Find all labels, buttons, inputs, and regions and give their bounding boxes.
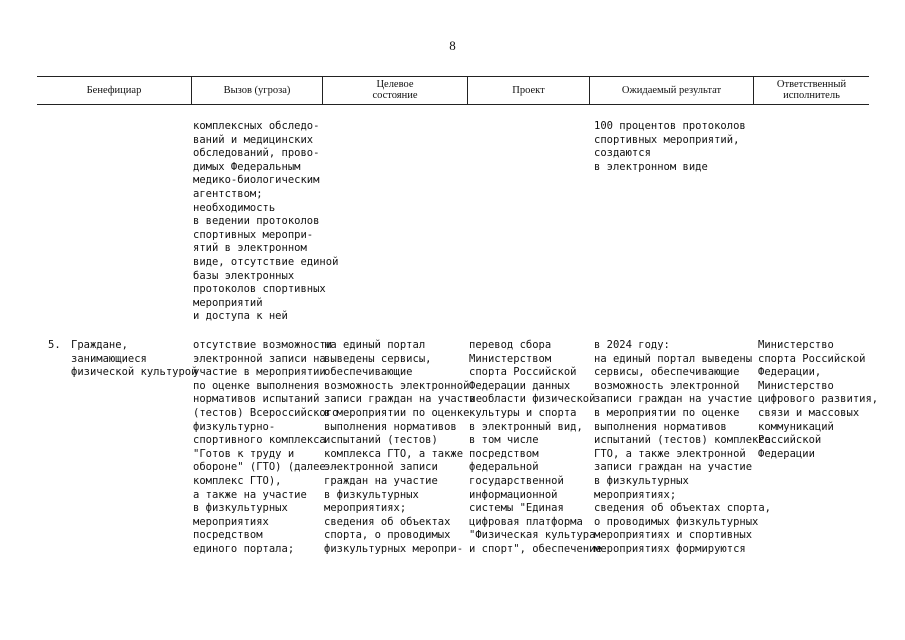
header-expected-result-label: Ожидаемый результат <box>621 84 722 96</box>
header-target-state <box>323 76 467 104</box>
row5-responsible-text: Министерство спорта Российской Федерации, Министерство цифрового развития, связи и массовых коммуникаций Российской Федерации <box>758 339 879 460</box>
header-target-state-line2: состояние <box>372 90 418 101</box>
continuation-challenge-text: комплексных обследо- ваний и медицинских обследований, прово- димых Федеральным медико-биологическим агентством; необходимость в ведении протоколов спортивных меропри- ятий в электронном виде, отсутствие единой базы электронных протоколов спортивных мероприятий и доступа к ней <box>193 120 339 323</box>
header-beneficiary-label: Бенефициар <box>86 84 142 96</box>
table-header-bottom-rule <box>37 104 869 105</box>
page-number: 8 <box>449 38 456 53</box>
header-project <box>468 76 589 104</box>
continuation-expected-result-text: 100 процентов протоколов спортивных мероприятий, создаются в электронном виде <box>594 120 746 173</box>
header-responsible <box>754 76 869 104</box>
header-expected-result <box>590 76 753 104</box>
row5-challenge-text: отсутствие возможности электронной записи на участие в мероприятии по оценке выполнения нормативов испытаний (тестов) Всероссийского физкультурно- спортивного комплекса "Готов к труду и обороне" (ГТО) (далее - комплекс ГТО), а также на участие в физкультурных мероприятиях посредством единого портала; <box>193 339 339 555</box>
row-number: 5. <box>48 339 61 351</box>
header-target-state-line1: Целевое <box>376 79 414 90</box>
header-responsible-line1: Ответственный <box>776 79 847 90</box>
header-beneficiary <box>37 76 191 104</box>
header-project-label: Проект <box>512 84 545 96</box>
row5-target-state-text: на единый портал выведены сервисы, обеспечивающие возможность электронной записи граждан на участие в мероприятии по оценке выполнения нормативов испытаний (тестов) комплекса ГТО, а также электронной записи граждан на участие в физкультурных мероприятиях; сведения об объектах спорта, о проводимых физкультурных меропри- <box>324 339 483 555</box>
row5-project-text: перевод сбора Министерством спорта Российской Федерации данных в области физической культуры и спорта в электронный вид, в том числе посредством федеральной государственной информационной системы "Единая цифровая платформа "Физическая культура и спорт", обеспечение <box>469 339 602 555</box>
header-challenge-label: Вызов (угроза) <box>223 84 291 96</box>
header-challenge <box>192 76 322 104</box>
header-responsible-line2: исполнитель <box>783 90 840 101</box>
row5-beneficiary-text: Граждане, занимающиеся физической культурой <box>71 339 198 379</box>
row5-expected-result-text: в 2024 году: на единый портал выведены сервисы, обеспечивающие возможность электронной записи граждан на участие в мероприятии по оценке выполнения нормативов испытаний (тестов) комплекса ГТО, а также электронной записи граждан на участие в физкультурных мероприятиях; сведения об объектах спорта, о проводимых физкультурных мероприятиях и спортивных мероприятиях формируются <box>594 339 772 555</box>
